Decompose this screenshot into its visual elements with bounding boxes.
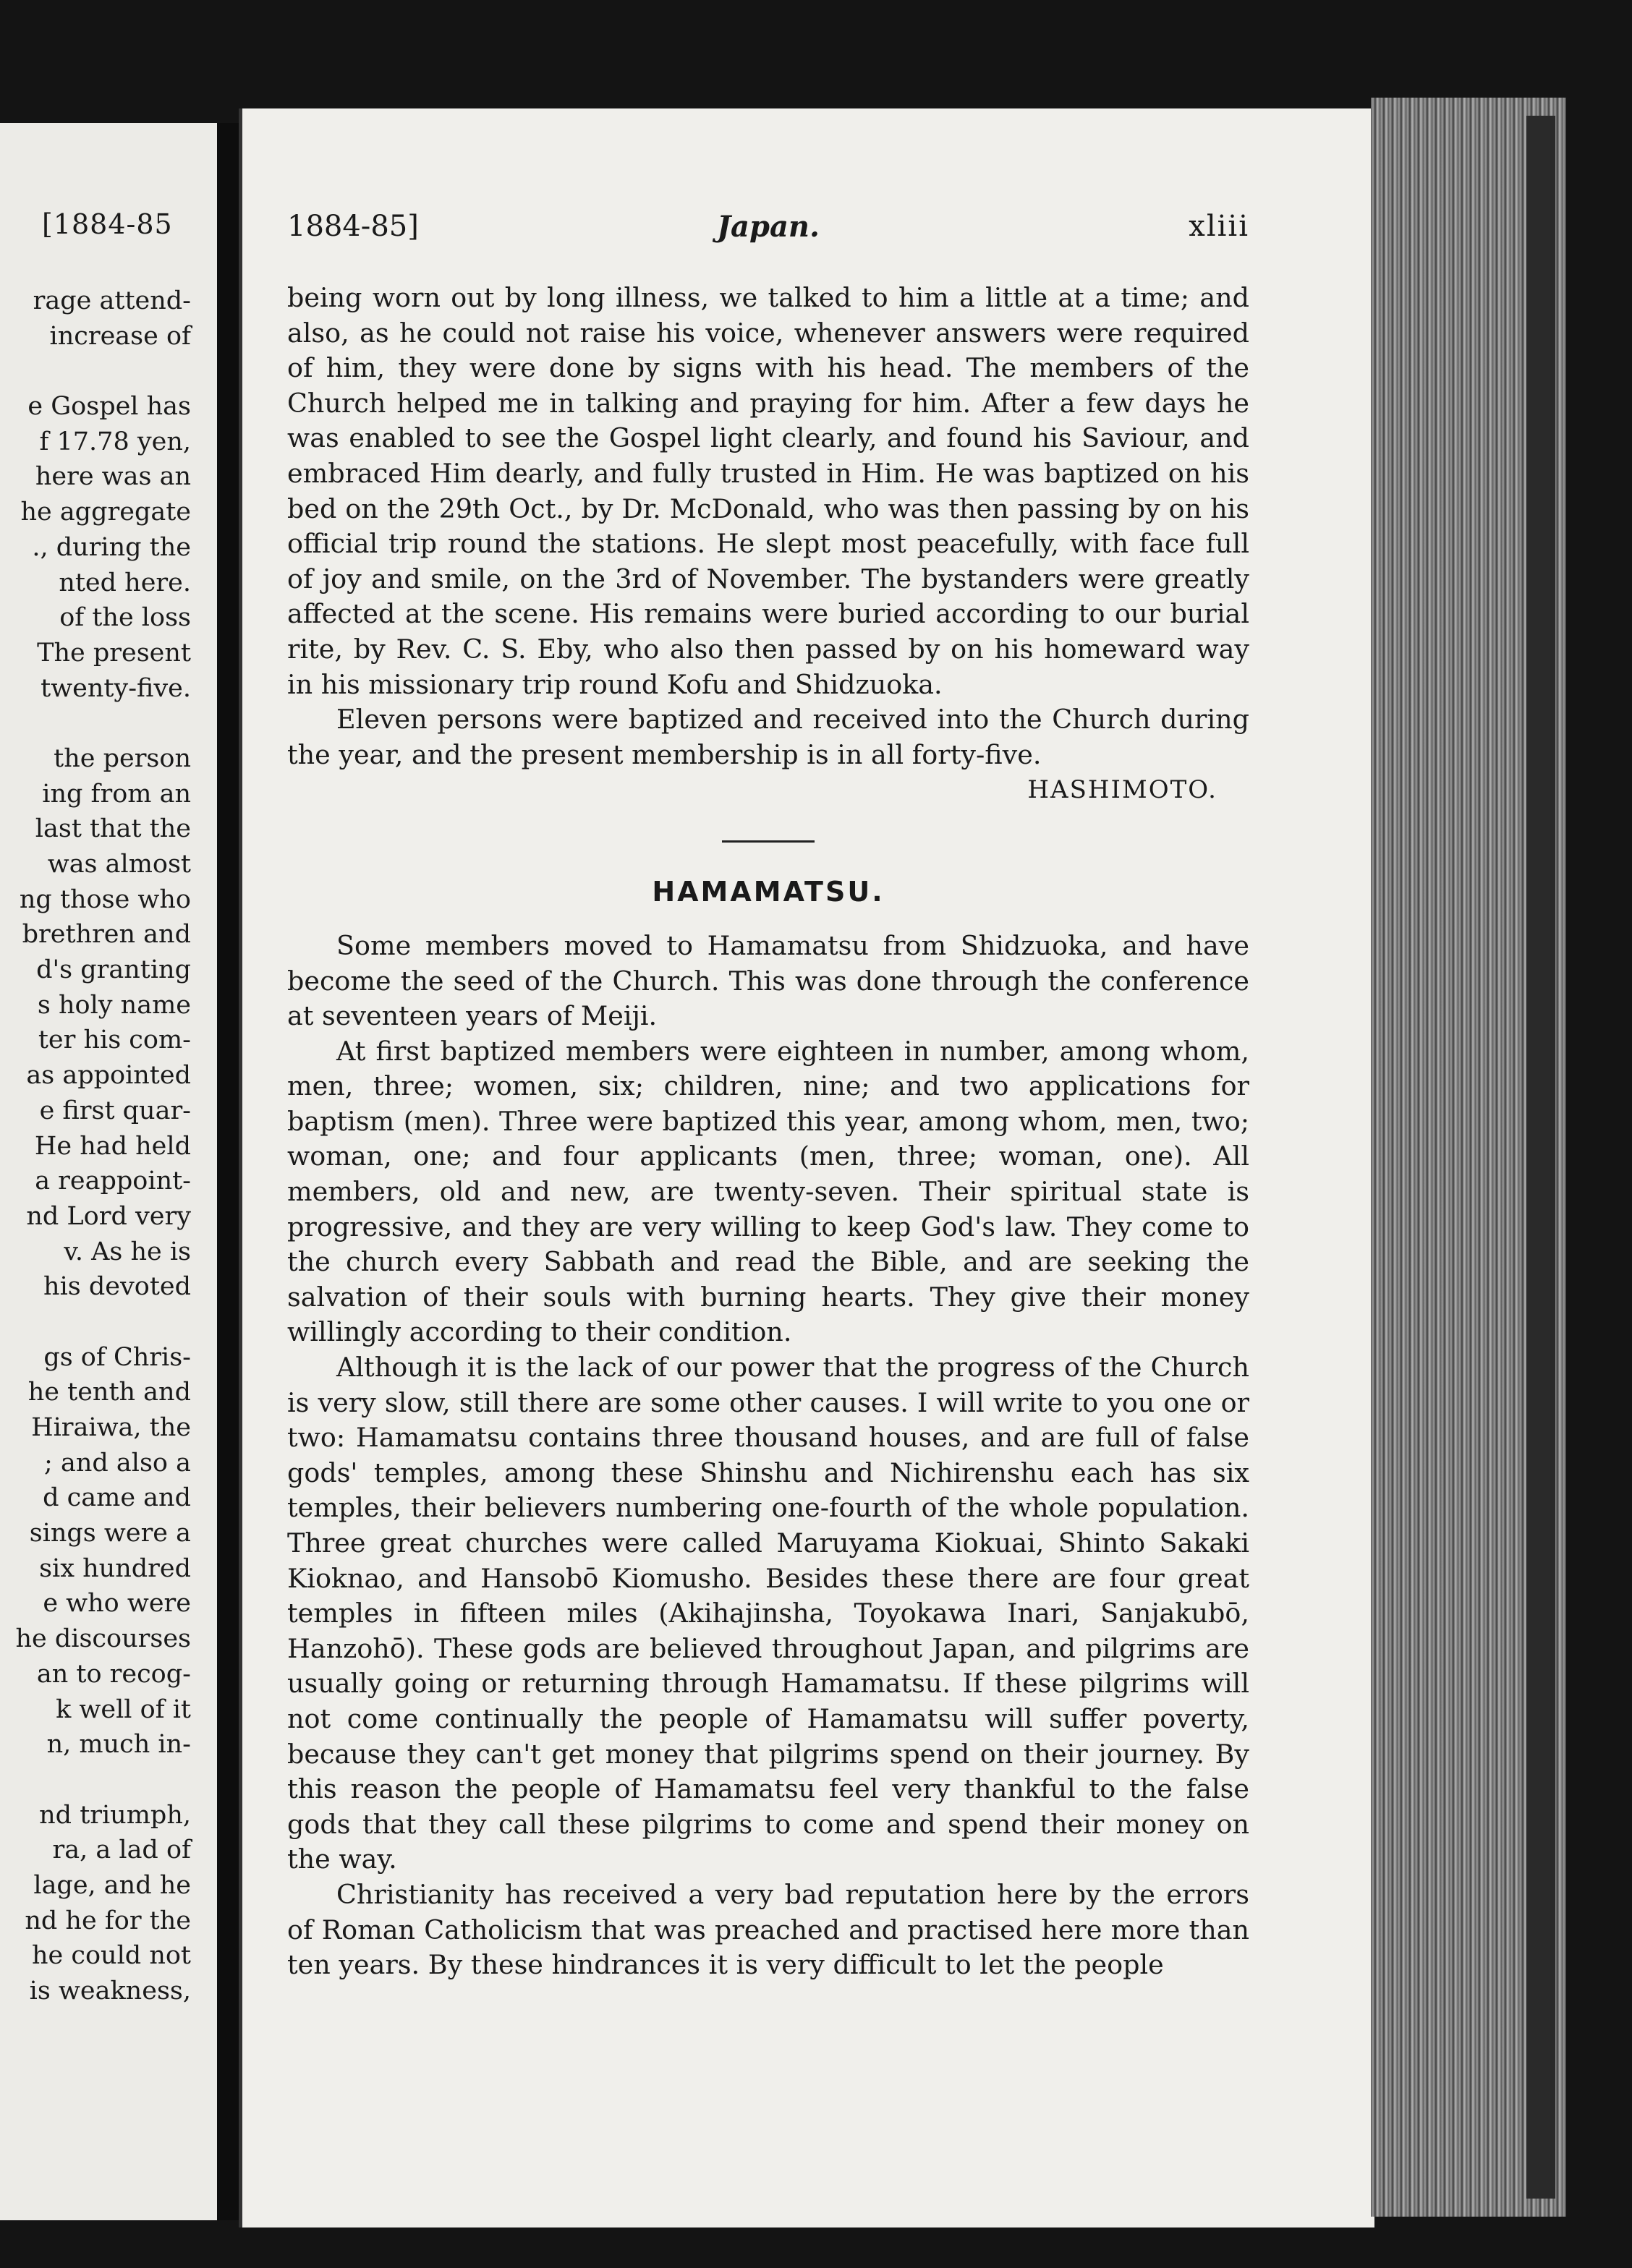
page-edges-shadow bbox=[1526, 116, 1555, 2199]
left-page-line: e first quar- bbox=[39, 1096, 191, 1125]
left-page-line: ter his com- bbox=[38, 1026, 191, 1055]
left-page-line bbox=[0, 1762, 191, 1798]
left-page-line: here was an bbox=[35, 462, 191, 492]
left-page-line: e who were bbox=[43, 1589, 191, 1619]
left-page-line: is weakness, bbox=[29, 1977, 191, 2005]
left-page-line: ng those who bbox=[19, 884, 191, 914]
left-page-line: sings were a bbox=[29, 1519, 191, 1548]
left-page-line: ing from an bbox=[42, 779, 191, 809]
left-page-line: s holy name bbox=[37, 990, 191, 1020]
left-page-line: f 17.78 yen, bbox=[39, 427, 191, 456]
left-page-line: gs of Chris- bbox=[43, 1342, 191, 1372]
left-facing-page bbox=[0, 123, 221, 2220]
left-page-line: twenty-five. bbox=[41, 673, 191, 703]
main-page bbox=[239, 108, 1374, 2228]
left-page-line: v. As he is bbox=[64, 1237, 191, 1266]
left-page-line: Hiraiwa, the bbox=[31, 1413, 191, 1442]
left-page-header: [1884-85 bbox=[42, 208, 173, 240]
left-page-line: nd Lord very bbox=[26, 1201, 191, 1231]
left-page-line: ; and also a bbox=[44, 1448, 191, 1478]
paragraph-membership: Eleven persons were baptized and received into the Church during the year, and the present membership is in all forty-five. bbox=[287, 704, 1249, 770]
left-page-line: he could not bbox=[32, 1941, 191, 1971]
left-page-line: ra, a lad of bbox=[52, 1836, 191, 1865]
left-page-line: six hundred bbox=[39, 1553, 191, 1583]
left-page-line: brethren and bbox=[22, 920, 191, 950]
left-page-line: d's granting bbox=[36, 955, 191, 985]
left-page-line: e Gospel has bbox=[27, 392, 191, 422]
left-page-line bbox=[0, 1305, 191, 1340]
running-header bbox=[287, 210, 1249, 246]
signature: HASHIMOTO. bbox=[1027, 775, 1217, 805]
left-page-line: k well of it bbox=[56, 1694, 191, 1724]
left-page-line: he tenth and bbox=[27, 1378, 191, 1407]
left-page-line: as appointed bbox=[26, 1061, 191, 1091]
paragraph-continuation: being worn out by long illness, we talked to him a little at a time; and also, as he could not raise his voice, whenever answers were required of him, they were done by signs with his head. The members of the Church helped me in talking and praying for him. After a few days he was enabled to see the Gospel light clearly, and found his Saviour, and embraced Him dearly, and fully trusted in Him. He was baptized on his bed on the 29th Oct., by Dr. McDonald, who was then passing by on his official trip round the stations. He slept most peacefully, with face full of joy and smile, on the 3rd of November. The bystanders were greatly affected at the scene. His remains were buried according to our burial rite, by Rev. C. S. Eby, who also then passed by on his homeward way in his missionary trip round Kofu and Shidzuoka. bbox=[287, 282, 1249, 700]
left-page-line: rage attend- bbox=[33, 286, 191, 315]
left-page-line: an to recog- bbox=[36, 1659, 191, 1689]
left-page-line: increase of bbox=[49, 321, 191, 351]
left-page-line: d came and bbox=[43, 1483, 191, 1513]
left-page-line: nted here. bbox=[59, 568, 191, 597]
book-gutter bbox=[217, 123, 239, 2220]
left-page-line: the person bbox=[54, 743, 191, 773]
left-page-line: of the loss bbox=[59, 603, 191, 633]
left-page-line: ., during the bbox=[32, 532, 191, 562]
left-page-text bbox=[0, 284, 191, 2009]
left-page-line: his devoted bbox=[43, 1272, 191, 1302]
left-page-line: he aggregate bbox=[20, 498, 191, 527]
page-number: xliii bbox=[1189, 210, 1249, 243]
left-page-line: lage, and he bbox=[33, 1870, 191, 1900]
left-page-line: nd triumph, bbox=[39, 1800, 191, 1830]
section-title: HAMAMATSU. bbox=[652, 876, 885, 908]
paragraph-hamamatsu-1: Some members moved to Hamamatsu from Shidzuoka, and have become the seed of the Church. This was done through the conference at seventeen years of Meiji. bbox=[287, 929, 1249, 1032]
left-page-line bbox=[0, 706, 191, 741]
paragraph-hamamatsu-2: At first baptized members were eighteen in number, among whom, men, three; women, six; children, nine; and two applications for baptism (men). Three were baptized this year, among whom, men, two; woman, one; and four applicants (men, three; woman, one). All members, old and new, are twenty-seven. Their spiritual state is progressive, and they are very willing to keep God's law. They come to the church every Sabbath and read the Bible, and are seeking the salvation of their souls with burning hearts. They give their money willingly according to their condition. bbox=[287, 1035, 1249, 1348]
left-page-line: was almost bbox=[47, 850, 191, 879]
left-page-line: last that the bbox=[35, 814, 191, 844]
left-page-line bbox=[0, 354, 191, 389]
body-text bbox=[287, 281, 1249, 1983]
paragraph-hamamatsu-3: Although it is the lack of our power that the progress of the Church is very slow, still there are some other causes. I will write to you one or two: Hamamatsu contains three thousand houses, and are full of false gods' temples, among these Shinshu and Nichirenshu each has six temples, their believers numbering one-fourth of the whole population. Three great churches were called Maruyama Kiokuai, Shinto Sakaki Kioknao, and Hansobō Kiomusho. Besides these there are four great temples in fifteen miles (Akihajinsha, Toyokawa Inari, Sanjakubō, Hanzohō). These gods are believed throughout Japan, and pilgrims are usually going or returning through Hamamatsu. If these pilgrims will not come continually the people of Hamamatsu will suffer poverty, because they can't get money that pilgrims spend on their journey. By this reason the people of Hamamatsu feel very thankful to the false gods that they call these pilgrims to come and spend their money on the way. bbox=[287, 1352, 1249, 1875]
left-page-line: nd he for the bbox=[25, 1906, 191, 1935]
left-page-line: He had held bbox=[34, 1131, 191, 1161]
left-page-line: he discourses bbox=[15, 1624, 191, 1654]
header-years: 1884-85] bbox=[287, 210, 419, 243]
header-title: Japan. bbox=[717, 210, 820, 244]
left-page-line: a reappoint- bbox=[35, 1167, 191, 1196]
left-page-line: n, much in- bbox=[46, 1730, 191, 1760]
left-page-line: The present bbox=[37, 638, 191, 668]
section-divider-rule bbox=[722, 840, 815, 843]
paragraph-hamamatsu-4: Christianity has received a very bad reputation here by the errors of Roman Catholicism that was preached and practised here more than ten years. By these hindrances it is very difficult to let the people bbox=[287, 1878, 1249, 1981]
